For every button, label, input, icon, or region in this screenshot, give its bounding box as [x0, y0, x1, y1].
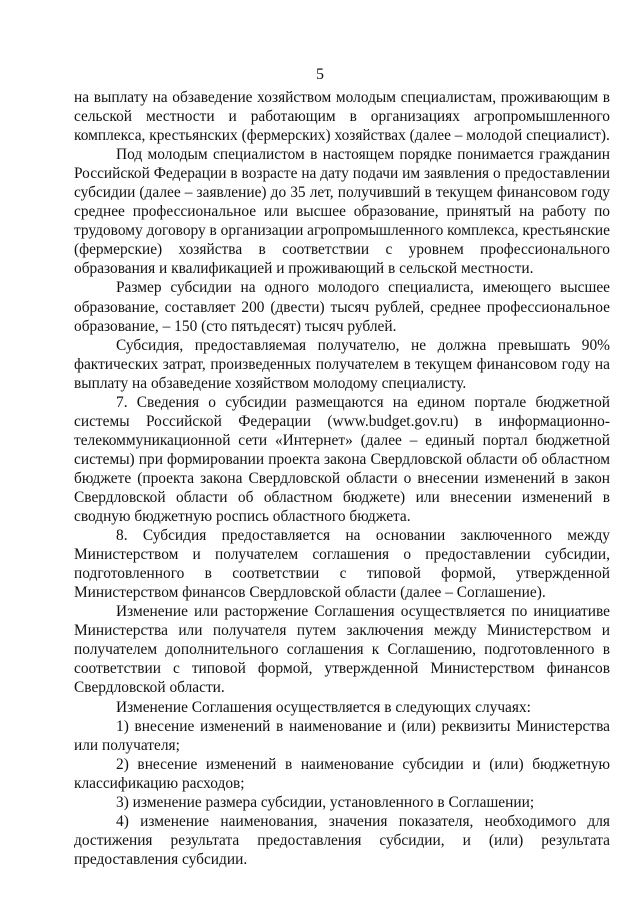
document-body — [74, 88, 610, 869]
list-item-1: 1) внесение изменений в наименование и (или) реквизиты Министерства или получателя; — [74, 717, 610, 754]
paragraph-item-7: 7. Сведения о субсидии размещаются на едином портале бюджетной системы Российской Федерации (www.budget.gov.ru) в информационно-телекоммуникационной сети «Интернет» (далее – единый портал бюджетной системы) при формировании проекта закона Свердловской области об областном бюджете (проекта закона Свердловской области о внесении изменений в закон Свердловской области об областном бюджете) или внесении изменений в сводную бюджетную роспись областного бюджета. — [74, 393, 610, 526]
page-number: 5 — [316, 66, 324, 83]
paragraph-continuation: на выплату на обзаведение хозяйством молодым специалистам, проживающим в сельской местности и работающим в организациях агропромышленного комплекса, крестьянских (фермерских) хозяйствах (далее – молодой специалист). — [74, 89, 610, 145]
paragraph-subsidy-limit: Субсидия, предоставляемая получателю, не должна превышать 90% фактических затрат, произведенных получателем в текущем финансовом году на выплату на обзаведение хозяйством молодому специалисту. — [74, 336, 610, 392]
list-item-4: 4) изменение наименования, значения показателя, необходимого для достижения результата предоставления субсидии, и (или) результата предоставления субсидии. — [74, 812, 610, 868]
list-item-3: 3) изменение размера субсидии, установленного в Соглашении; — [116, 793, 535, 811]
paragraph-item-8: 8. Субсидия предоставляется на основании заключенного между Министерством и получателем соглашения о предоставлении субсидии, подготовленного в соответствии с типовой формой, утвержденной Министерством финансов Свердловской области (далее – Соглашение). — [74, 527, 610, 602]
paragraph-agreement-change: Изменение или расторжение Соглашения осуществляется по инициативе Министерства или получателя путем заключения между Министерством и получателем дополнительного соглашения к Соглашению, подготовленного в соответствии с типовой формой, утвержденной Министерством финансов Свердловской области. — [74, 603, 610, 697]
list-item-2: 2) внесение изменений в наименование субсидии и (или) бюджетную классификацию расходов; — [74, 755, 610, 792]
paragraph-change-cases: Изменение Соглашения осуществляется в следующих случаях: — [116, 698, 531, 716]
paragraph-subsidy-amount: Размер субсидии на одного молодого специалиста, имеющего высшее образование, составляет 200 (двести) тысяч рублей, среднее профессиональное образование, – 150 (сто пятьдесят) тысяч рублей. — [74, 279, 610, 335]
paragraph-young-specialist-definition: Под молодым специалистом в настоящем порядке понимается гражданин Российской Федерации в возрасте на дату подачи им заявления о предоставлении субсидии (далее – заявление) до 35 лет, получивший в текущем финансовом году среднее профессиональное или высшее образование, принятый на работу по трудовому договору в организации агропромышленного комплекса, крестьянские (фермерские) хозяйства в соответствии с уровнем профессионального образования и квалификацией и проживающий в сельской местности. — [74, 146, 610, 278]
